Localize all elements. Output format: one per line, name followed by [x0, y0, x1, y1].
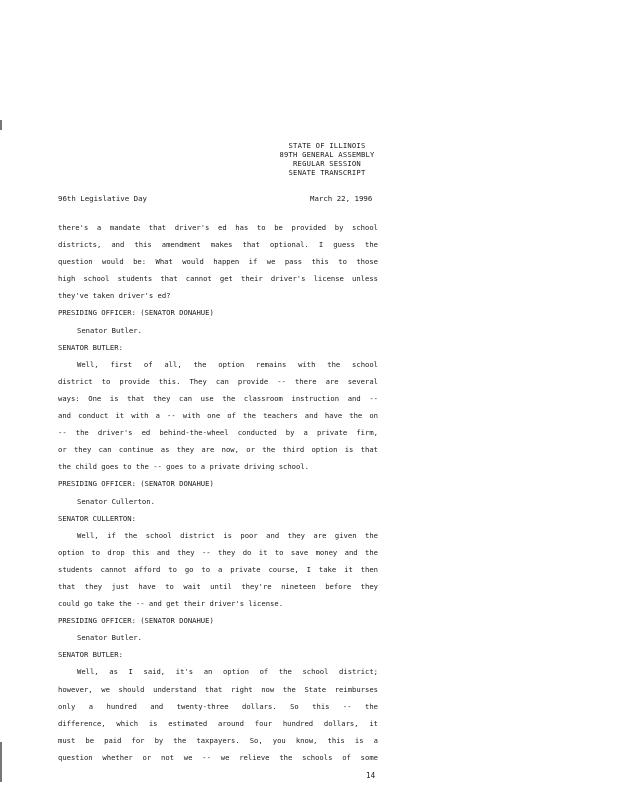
transcript-line: the child goes to the -- goes to a private driving school.	[58, 462, 309, 472]
transcript-line: students cannot afford to go to a private course, I take it then	[58, 564, 378, 574]
transcript-line: ways: One is that they can use the classroom instruction and --	[58, 393, 378, 403]
transcript-line: must be paid for by the taxpayers. So, you know, this is a	[58, 735, 378, 745]
transcript-line: -- the driver's ed behind-the-wheel conducted by a private firm,	[58, 428, 378, 438]
transcript-line: district to provide this. They can provide -- there are several	[58, 376, 378, 386]
transcript-line: could go take the -- and get their driver's license.	[58, 599, 284, 609]
speaker-heading: PRESIDING OFFICER: (SENATOR DONAHUE)	[58, 616, 214, 626]
document-header	[0, 141, 618, 177]
transcript-line: question whether or not we -- we relieve the schools of some	[58, 752, 378, 762]
header-transcript: SENATE TRANSCRIPT	[288, 168, 366, 177]
left-margin-mark	[0, 742, 2, 782]
header-session: REGULAR SESSION	[293, 159, 361, 168]
transcript-line: only a hundred and twenty-three dollars. So this -- the	[58, 701, 378, 711]
left-margin-mark	[0, 120, 2, 130]
transcript-body	[58, 219, 378, 766]
transcript-line: Well, first of all, the option remains with the school	[77, 359, 378, 369]
header-assembly: 89TH GENERAL ASSEMBLY	[279, 150, 375, 159]
transcript-line: Well, if the school district is poor and they are given the	[77, 530, 378, 540]
transcript-line: and conduct it with a -- with one of the teachers and have the on	[58, 411, 378, 421]
speaker-heading: SENATOR CULLERTON:	[58, 513, 136, 523]
transcript-line: however, we should understand that right now the State reimburses	[58, 684, 378, 694]
transcript-line: they've taken driver's ed?	[58, 291, 171, 301]
transcript-line: question would be: What would happen if we pass this to those	[58, 257, 378, 267]
transcript-line: high school students that cannot get their driver's license unless	[58, 274, 378, 284]
recognition-line: Senator Cullerton.	[77, 496, 155, 506]
transcript-line: or they can continue as they are now, or the third option is that	[58, 445, 378, 455]
transcript-line: Well, as I said, it's an option of the school district;	[77, 667, 378, 677]
legislative-day-line	[58, 194, 378, 203]
transcript-line: difference, which is estimated around four hundred dollars, it	[58, 718, 378, 728]
speaker-heading: SENATOR BUTLER:	[58, 342, 123, 352]
transcript-line: districts, and this amendment makes that optional. I guess the	[58, 240, 378, 250]
legislative-day-label: 96th Legislative Day	[58, 194, 147, 203]
speaker-heading: PRESIDING OFFICER: (SENATOR DONAHUE)	[58, 479, 214, 489]
speaker-heading: PRESIDING OFFICER: (SENATOR DONAHUE)	[58, 308, 214, 318]
header-state: STATE OF ILLINOIS	[288, 141, 366, 150]
session-date: March 22, 1996	[310, 194, 373, 203]
recognition-line: Senator Butler.	[77, 633, 142, 643]
speaker-heading: SENATOR BUTLER:	[58, 650, 123, 660]
recognition-line: Senator Butler.	[77, 325, 142, 335]
transcript-line: option to drop this and they -- they do it to save money and the	[58, 547, 378, 557]
page-number: 14	[366, 771, 376, 780]
transcript-line: that they just have to wait until they're nineteen before they	[58, 581, 378, 591]
transcript-line: there's a mandate that driver's ed has to be provided by school	[58, 223, 378, 232]
